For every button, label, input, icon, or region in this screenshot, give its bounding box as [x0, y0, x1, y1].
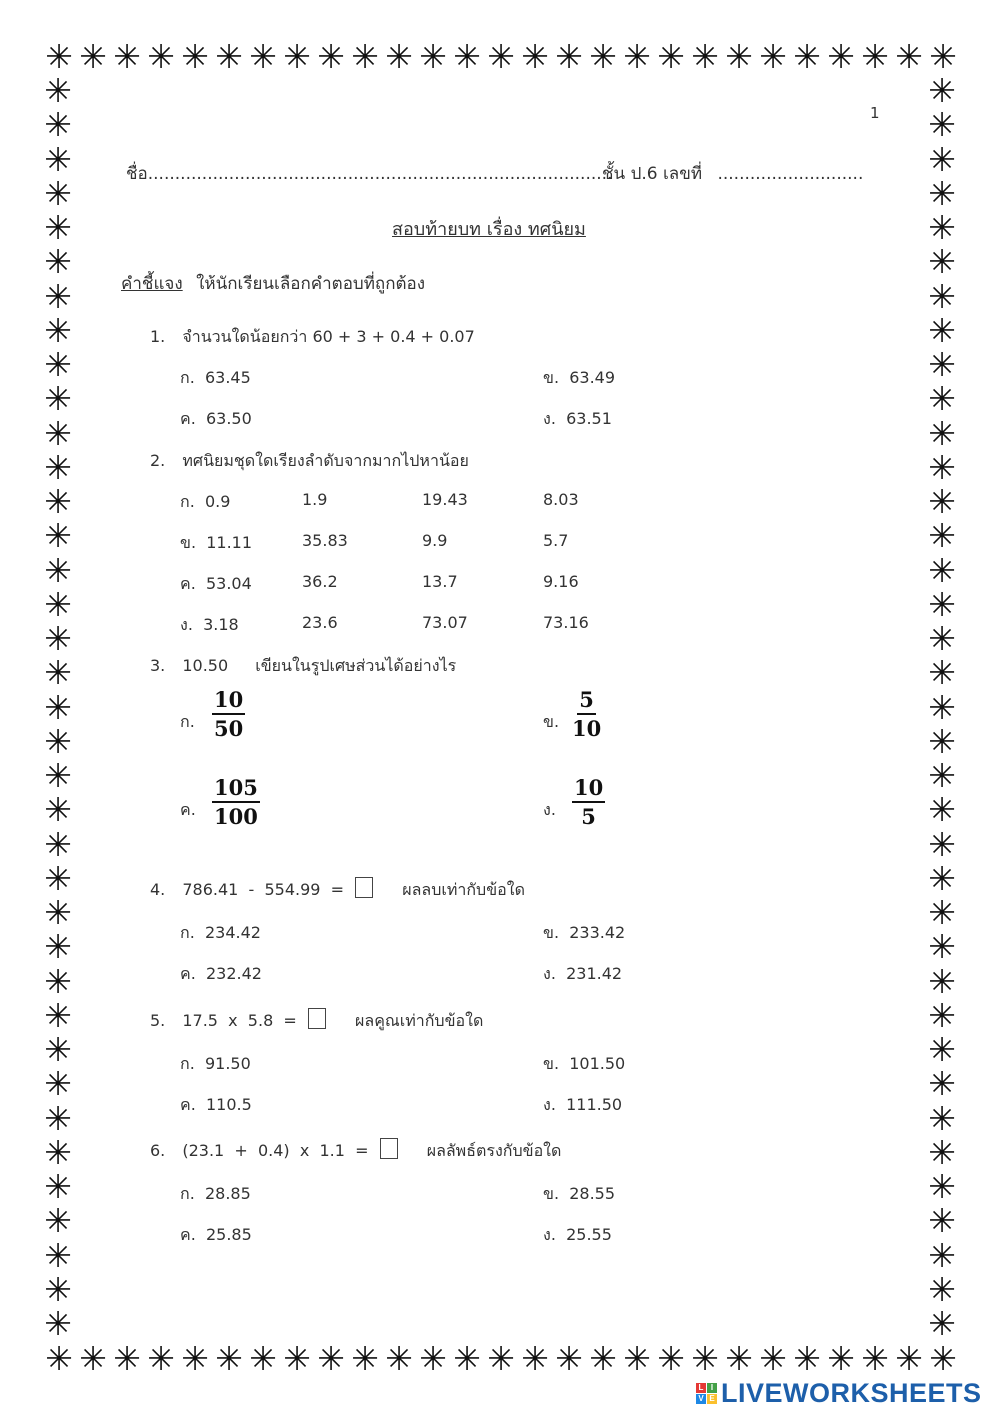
- border-flower-icon: ✳: [928, 276, 956, 316]
- border-flower-icon: ✳: [113, 1339, 141, 1378]
- choice-6a[interactable]: ก. 28.85: [180, 1184, 251, 1203]
- border-flower-icon: ✳: [351, 37, 379, 76]
- border-flower-icon: ✳: [283, 1339, 311, 1378]
- border-flower-icon: ✳: [44, 379, 72, 419]
- border-flower-icon: ✳: [589, 1339, 617, 1378]
- border-flower-icon: ✳: [928, 71, 956, 110]
- question-1: [150, 325, 475, 350]
- question-4: [150, 877, 525, 903]
- border-flower-icon: ✳: [44, 584, 72, 624]
- question-text: ทศนิยมชุดใดเรียงลำดับจากมากไปหาน้อย: [182, 451, 469, 470]
- border-flower-icon: ✳: [249, 37, 277, 76]
- border-flower-icon: ✳: [928, 1304, 956, 1343]
- border-top: [42, 37, 960, 76]
- border-flower-icon: ✳: [44, 1235, 72, 1275]
- border-flower-icon: ✳: [44, 687, 72, 727]
- border-flower-icon: ✳: [928, 379, 956, 419]
- border-flower-icon: ✳: [317, 1339, 345, 1378]
- border-flower-icon: ✳: [928, 721, 956, 761]
- border-flower-icon: ✳: [623, 1339, 651, 1378]
- border-flower-icon: ✳: [44, 1030, 72, 1069]
- choice-4b[interactable]: ข. 233.42: [543, 923, 626, 942]
- border-flower-icon: ✳: [929, 1339, 957, 1378]
- choice-4c[interactable]: ค. 232.42: [180, 964, 262, 983]
- border-flower-icon: ✳: [79, 37, 107, 76]
- border-flower-icon: ✳: [44, 995, 72, 1035]
- border-flower-icon: ✳: [521, 1339, 549, 1378]
- border-flower-icon: ✳: [623, 37, 651, 76]
- question-6: [150, 1138, 561, 1164]
- question-number: 6.: [150, 1141, 166, 1160]
- question-number: 1.: [150, 327, 166, 346]
- border-flower-icon: ✳: [657, 37, 685, 76]
- border-flower-icon: ✳: [113, 37, 141, 76]
- border-flower-icon: ✳: [928, 893, 956, 932]
- border-flower-icon: ✳: [928, 756, 956, 795]
- border-flower-icon: ✳: [725, 37, 753, 76]
- choice-1d[interactable]: ง. 63.51: [543, 409, 612, 428]
- border-flower-icon: ✳: [861, 37, 889, 76]
- border-flower-icon: ✳: [44, 1098, 72, 1138]
- border-flower-icon: ✳: [44, 1167, 72, 1206]
- question-3: [150, 654, 456, 679]
- choice-6c[interactable]: ค. 25.85: [180, 1225, 252, 1244]
- border-flower-icon: ✳: [44, 1201, 72, 1241]
- name-label: ชื่อ: [126, 164, 148, 184]
- border-flower-icon: ✳: [928, 790, 956, 830]
- border-flower-icon: ✳: [44, 345, 72, 384]
- border-flower-icon: ✳: [44, 71, 72, 110]
- question-number: 4.: [150, 880, 166, 899]
- choice-5a[interactable]: ก. 91.50: [180, 1054, 251, 1073]
- border-flower-icon: ✳: [928, 824, 956, 864]
- border-flower-icon: ✳: [929, 37, 957, 76]
- name-blank[interactable]: ......................................................................................: [147, 164, 613, 184]
- instruction-label: คำชี้แจง: [121, 274, 183, 294]
- border-flower-icon: ✳: [419, 1339, 447, 1378]
- answer-box[interactable]: [308, 1008, 326, 1029]
- border-flower-icon: ✳: [44, 516, 72, 556]
- choice-1a[interactable]: ก. 63.45: [180, 368, 251, 387]
- border-flower-icon: ✳: [487, 1339, 515, 1378]
- border-flower-icon: ✳: [283, 37, 311, 76]
- border-flower-icon: ✳: [861, 1339, 889, 1378]
- choice-4d[interactable]: ง. 231.42: [543, 964, 623, 983]
- border-flower-icon: ✳: [827, 1339, 855, 1378]
- border-flower-icon: ✳: [928, 1030, 956, 1069]
- question-expression: 786.41 - 554.99 =: [182, 880, 345, 899]
- border-flower-icon: ✳: [555, 1339, 583, 1378]
- question-text: ผลลบเท่ากับข้อใด: [402, 880, 525, 899]
- border-flower-icon: ✳: [44, 482, 72, 521]
- choice-6b[interactable]: ข. 28.55: [543, 1184, 616, 1203]
- border-flower-icon: ✳: [928, 447, 956, 487]
- border-flower-icon: ✳: [385, 1339, 413, 1378]
- border-flower-icon: ✳: [928, 1064, 956, 1104]
- border-flower-icon: ✳: [44, 310, 72, 350]
- border-flower-icon: ✳: [928, 653, 956, 693]
- border-flower-icon: ✳: [44, 208, 72, 247]
- border-flower-icon: ✳: [928, 995, 956, 1035]
- border-flower-icon: ✳: [215, 1339, 243, 1378]
- choice-4a[interactable]: ก. 234.42: [180, 923, 261, 942]
- border-flower-icon: ✳: [45, 1339, 73, 1378]
- border-flower-icon: ✳: [827, 37, 855, 76]
- choice-5c[interactable]: ค. 110.5: [180, 1095, 252, 1114]
- question-expression: (23.1 + 0.4) x 1.1 =: [182, 1141, 369, 1160]
- border-flower-icon: ✳: [928, 1201, 956, 1241]
- border-flower-icon: ✳: [895, 1339, 923, 1378]
- border-flower-icon: ✳: [928, 482, 956, 521]
- logo-tiles-icon: L I V E: [696, 1383, 717, 1404]
- border-flower-icon: ✳: [44, 550, 72, 590]
- border-flower-icon: ✳: [487, 37, 515, 76]
- border-flower-icon: ✳: [44, 653, 72, 693]
- border-flower-icon: ✳: [725, 1339, 753, 1378]
- border-flower-icon: ✳: [759, 1339, 787, 1378]
- answer-box[interactable]: [380, 1138, 398, 1159]
- border-flower-icon: ✳: [895, 37, 923, 76]
- page-title: สอบท้ายบท เรื่อง ทศนิยม: [392, 219, 586, 240]
- border-flower-icon: ✳: [317, 37, 345, 76]
- border-flower-icon: ✳: [657, 1339, 685, 1378]
- question-text: ผลลัพธ์ตรงกับข้อใด: [426, 1141, 562, 1160]
- answer-box[interactable]: [355, 877, 373, 898]
- border-flower-icon: ✳: [44, 893, 72, 932]
- page-number: 1: [870, 104, 880, 122]
- instruction-text: ให้นักเรียนเลือกคำตอบที่ถูกต้อง: [196, 274, 426, 294]
- instruction: [121, 270, 425, 297]
- border-flower-icon: ✳: [691, 37, 719, 76]
- border-flower-icon: ✳: [928, 1235, 956, 1275]
- name-line: [126, 160, 612, 187]
- question-value: 10.50: [182, 656, 229, 675]
- choice-1c[interactable]: ค. 63.50: [180, 409, 252, 428]
- border-flower-icon: ✳: [44, 242, 72, 282]
- border-flower-icon: ✳: [928, 310, 956, 350]
- border-flower-icon: ✳: [79, 1339, 107, 1378]
- border-flower-icon: ✳: [249, 1339, 277, 1378]
- border-flower-icon: ✳: [928, 687, 956, 727]
- border-flower-icon: ✳: [44, 1132, 72, 1172]
- border-flower-icon: ✳: [44, 1269, 72, 1309]
- border-left: [40, 71, 76, 1343]
- border-flower-icon: ✳: [44, 824, 72, 864]
- question-number: 5.: [150, 1011, 166, 1030]
- border-flower-icon: ✳: [555, 37, 583, 76]
- logo-text: LIVEWORKSHEETS: [721, 1377, 982, 1408]
- border-flower-icon: ✳: [45, 37, 73, 76]
- question-2: [150, 449, 469, 474]
- question-expression: 17.5 x 5.8 =: [182, 1011, 297, 1030]
- question-number: 3.: [150, 656, 166, 675]
- border-flower-icon: ✳: [928, 927, 956, 967]
- border-flower-icon: ✳: [147, 1339, 175, 1378]
- question-5: [150, 1008, 483, 1034]
- border-flower-icon: ✳: [147, 37, 175, 76]
- border-flower-icon: ✳: [419, 37, 447, 76]
- border-flower-icon: ✳: [928, 961, 956, 1001]
- border-flower-icon: ✳: [589, 37, 617, 76]
- question-text: เขียนในรูปเศษส่วนได้อย่างไร: [255, 656, 457, 675]
- border-flower-icon: ✳: [793, 1339, 821, 1378]
- border-flower-icon: ✳: [759, 37, 787, 76]
- question-text: จำนวนใดน้อยกว่า 60 + 3 + 0.4 + 0.07: [182, 327, 475, 346]
- border-flower-icon: ✳: [385, 37, 413, 76]
- choice-5d[interactable]: ง. 111.50: [543, 1095, 623, 1114]
- border-flower-icon: ✳: [44, 619, 72, 658]
- border-flower-icon: ✳: [44, 173, 72, 213]
- border-flower-icon: ✳: [928, 1098, 956, 1138]
- number-blank[interactable]: ...........................: [717, 164, 864, 184]
- border-flower-icon: ✳: [928, 105, 956, 145]
- border-flower-icon: ✳: [181, 1339, 209, 1378]
- border-flower-icon: ✳: [928, 1132, 956, 1172]
- border-bottom: [42, 1339, 960, 1378]
- border-flower-icon: ✳: [44, 858, 72, 898]
- border-flower-icon: ✳: [928, 584, 956, 624]
- class-label: ชั้น ป.6 เลขที่: [602, 164, 703, 184]
- border-flower-icon: ✳: [215, 37, 243, 76]
- border-flower-icon: ✳: [181, 37, 209, 76]
- border-flower-icon: ✳: [928, 173, 956, 213]
- border-flower-icon: ✳: [44, 927, 72, 967]
- border-flower-icon: ✳: [44, 139, 72, 179]
- question-number: 2.: [150, 451, 166, 470]
- border-flower-icon: ✳: [928, 1269, 956, 1309]
- border-flower-icon: ✳: [793, 37, 821, 76]
- border-flower-icon: ✳: [928, 1167, 956, 1206]
- question-text: ผลคูณเท่ากับข้อใด: [355, 1011, 484, 1030]
- border-flower-icon: ✳: [453, 37, 481, 76]
- border-flower-icon: ✳: [928, 345, 956, 384]
- border-flower-icon: ✳: [691, 1339, 719, 1378]
- class-line: [602, 160, 863, 187]
- border-flower-icon: ✳: [351, 1339, 379, 1378]
- choice-1b[interactable]: ข. 63.49: [543, 368, 616, 387]
- border-flower-icon: ✳: [928, 242, 956, 282]
- choice-6d[interactable]: ง. 25.55: [543, 1225, 612, 1244]
- border-flower-icon: ✳: [44, 447, 72, 487]
- border-right: [924, 71, 960, 1343]
- border-flower-icon: ✳: [44, 105, 72, 145]
- border-flower-icon: ✳: [44, 721, 72, 761]
- border-flower-icon: ✳: [44, 276, 72, 316]
- choice-5b[interactable]: ข. 101.50: [543, 1054, 626, 1073]
- border-flower-icon: ✳: [928, 550, 956, 590]
- border-flower-icon: ✳: [44, 790, 72, 830]
- border-flower-icon: ✳: [521, 37, 549, 76]
- border-flower-icon: ✳: [44, 413, 72, 453]
- border-flower-icon: ✳: [928, 139, 956, 179]
- border-flower-icon: ✳: [44, 756, 72, 795]
- border-flower-icon: ✳: [928, 413, 956, 453]
- border-flower-icon: ✳: [928, 208, 956, 247]
- liveworksheets-logo: [696, 1378, 982, 1408]
- border-flower-icon: ✳: [44, 1304, 72, 1343]
- border-flower-icon: ✳: [453, 1339, 481, 1378]
- border-flower-icon: ✳: [928, 619, 956, 658]
- border-flower-icon: ✳: [928, 858, 956, 898]
- border-flower-icon: ✳: [44, 1064, 72, 1104]
- border-flower-icon: ✳: [44, 961, 72, 1001]
- border-flower-icon: ✳: [928, 516, 956, 556]
